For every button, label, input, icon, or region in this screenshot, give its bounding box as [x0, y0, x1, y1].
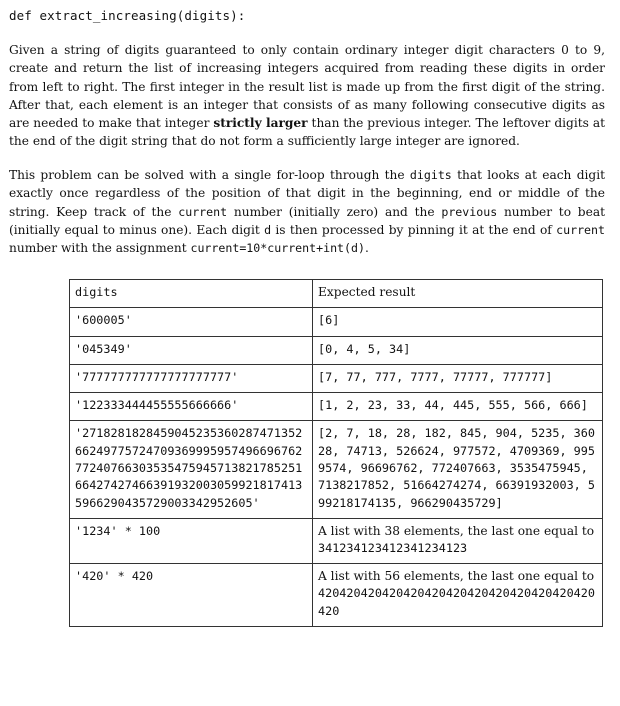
description-paragraph [9, 41, 605, 151]
solution-hint-paragraph [9, 166, 605, 257]
paragraph-text: number to beat (initially equal to minus one). Each digit [9, 204, 605, 237]
inline-code: current [556, 222, 605, 237]
result-description: A list with 38 elements, the last one equal to [318, 523, 595, 538]
result-value: 341234123412341234123 [318, 540, 468, 555]
input-cell: '777777777777777777777' [70, 364, 313, 392]
table-header-row [70, 280, 603, 308]
inline-code: current [178, 204, 228, 219]
examples-table [69, 279, 603, 627]
inline-code: previous [441, 204, 498, 219]
table-row [70, 564, 603, 627]
input-cell: '1234' * 100 [70, 518, 313, 563]
input-cell: '420' * 420 [70, 564, 313, 627]
result-cell: [0, 4, 5, 34] [313, 336, 603, 364]
paragraph-text: Given a string of digits guaranteed to only contain ordinary integer digit characters 0 to 9, create and return the list of increasing integers acquired from reading these digits in order from left to right. The first integer in the result list is made up from the first digit of the string. After that, each element is an integer that consists of as many following consecutive digits as are needed to make that integer [9, 43, 605, 131]
table-row [70, 308, 603, 336]
result-cell: [6] [313, 308, 603, 336]
table-row [70, 336, 603, 364]
paragraph-text: is then processed by pinning it at the end of [271, 222, 557, 237]
table-row [70, 393, 603, 421]
result-description: A list with 56 elements, the last one equal to [318, 569, 595, 584]
inline-code: digits [409, 168, 452, 182]
result-cell: [7, 77, 777, 7777, 77777, 777777] [313, 364, 603, 392]
result-value: 420420420420420420420420420420420420420420 [318, 586, 595, 618]
result-cell [313, 518, 603, 563]
paragraph-text: number (initially zero) and the [227, 204, 442, 219]
inline-code: d [264, 222, 272, 237]
paragraph-text: This problem can be solved with a single for-loop through the [9, 168, 410, 182]
emphasis-text: strictly larger [213, 116, 308, 131]
input-cell: '600005' [70, 308, 313, 336]
input-cell: '122333444455555666666' [70, 393, 313, 421]
result-cell [313, 564, 603, 627]
result-cell: [1, 2, 23, 33, 44, 445, 555, 566, 666] [313, 393, 603, 421]
header-digits: digits [70, 280, 313, 308]
input-cell: '27182818284590452353602874713526624977572470936999595749669676277240766303535475945713821785251664274274663919320030599218174135966290435729003342952605' [70, 421, 313, 518]
input-cell: '045349' [70, 336, 313, 364]
paragraph-text: . [364, 241, 369, 256]
function-signature: def extract_increasing(digits): [9, 8, 246, 23]
result-cell: [2, 7, 18, 28, 182, 845, 904, 5235, 36028, 74713, 526624, 977572, 4709369, 9959574, 96696762, 772407663, 3535475945, 7138217852, 51664274274, 66391932003, 599218174135, 966290435729] [313, 421, 603, 518]
inline-code: current=10*current+int(d) [190, 241, 365, 256]
paragraph-text: number with the assignment [9, 241, 191, 256]
paragraph-text: that looks at each digit exactly once regardless of the position of that digit in the beginning, end or middle of the string. Keep track of the [9, 168, 605, 219]
paragraph-text: than the previous integer. The leftover digits at the end of the digit string that do not form a sufficiently large integer are ignored. [9, 116, 605, 149]
header-expected-result: Expected result [313, 280, 603, 308]
table-row [70, 421, 603, 518]
table-row [70, 364, 603, 392]
table-row [70, 518, 603, 563]
